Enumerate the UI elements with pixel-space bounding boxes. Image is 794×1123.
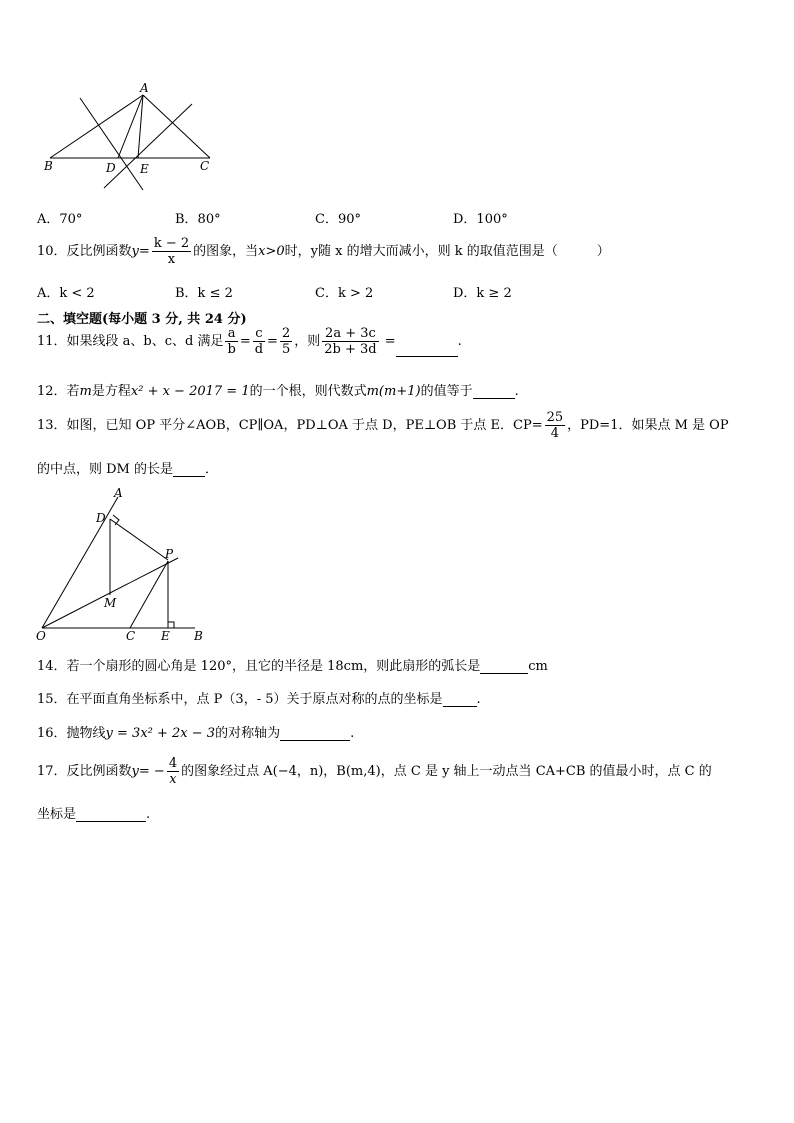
q17-text-2: 坐标是 [37,807,77,822]
q12-answer-blank[interactable] [473,398,515,399]
q9-option-d[interactable]: D．100° [453,212,508,227]
label-M: M [104,596,117,610]
q11-f2-num: c [253,326,265,342]
q12-end: . [514,384,519,399]
q13-answer-blank[interactable] [173,476,205,477]
q13-fraction [545,410,566,441]
line-AB [50,95,143,158]
q17-end: . [146,807,151,822]
segment-CP [130,561,168,628]
q10-numerator: k − 2 [153,236,190,251]
q11-fraction-4 [322,326,378,357]
q13-f-den: 4 [550,426,559,441]
label-E: E [161,629,170,643]
q11-prefix: 11．如果线段 a、b、c、d 满足 [37,334,224,349]
q16-equation: y = 3x² + 2x − 3 [105,726,216,741]
q10-eq: = [138,244,150,259]
q13-end: ． [205,462,219,477]
q11-mid: ，则 [294,334,321,349]
q12-expression: m(m+1) [366,384,421,399]
question-17-line-1 [37,756,712,787]
q11-fraction-2 [253,326,265,357]
triangle-figure-1 [40,80,220,195]
angle-bisector-figure [30,485,220,647]
q10-denominator: x [167,252,176,267]
segment-DP [110,519,168,560]
q12-prefix: 12．若 [37,384,80,399]
q10-option-d[interactable]: D．k ≥ 2 [453,286,512,301]
q11-fraction-1 [225,326,237,357]
q11-f3-num: 2 [281,326,291,341]
label-E: E [140,162,149,176]
label-P: P [165,547,174,561]
q14-text: 14．若一个扇形的圆心角是 120°，且它的半径是 18cm，则此扇形的弧长是 [37,659,481,674]
question-14 [37,655,548,674]
label-B: B [44,159,53,173]
question-13-line-2 [37,458,218,477]
q16-mid: 的对称轴为 [215,726,281,741]
question-11: 11．如果线段 a、b、c、d 满足 $\frac{a}{b}$ = $\frac{c}{d}$ = $\frac{2}{5}$ ，则 $\frac{2a + 3c}{2b + 3d}$ = . [37,326,462,357]
q13-f-num: 25 [546,410,564,425]
q15-text: 15．在平面直角坐标系中，点 P（3，- 5）关于原点对称的点的坐标是 [37,692,443,707]
q13-text-1b: ，PD=1．如果点 M 是 OP [567,418,729,433]
label-A: A [114,486,123,500]
right-angle-mark-D [113,515,119,525]
label-B: B [194,629,203,643]
q11-f1-den: b [227,342,236,357]
label-D: D [106,161,116,175]
q17-prefix: 17．反比例函数 [37,764,132,779]
question-13-line-1 [37,410,729,441]
question-16 [37,722,354,741]
question-12 [37,380,519,399]
q10-option-a[interactable]: A．k < 2 [37,286,95,301]
q12-equation: x² + x − 2017 = 1 [130,384,250,399]
q17-numerator: 4 [168,756,178,771]
label-C: C [200,159,210,173]
q10-fraction [152,236,191,267]
q9-option-a[interactable]: A．70° [37,212,83,227]
q17-text-1: 的图象经过点 A(−4，n)，B(m,4)，点 C 是 y 轴上一动点当 CA+CB 的值最小时，点 C 的 [181,764,712,779]
q11-answer-blank[interactable] [396,356,458,357]
label-D: D [96,511,106,525]
q10-mid: 的图象，当 [193,244,259,259]
line-AC [143,95,210,158]
q16-answer-blank[interactable] [280,740,350,741]
q9-option-b[interactable]: B．80° [175,212,221,227]
q11-end: . [457,334,462,349]
label-A: A [140,81,149,95]
q10-y: y [131,244,139,259]
q13-text-1: 13．如图，已知 OP 平分∠AOB，CP∥OA，PD⊥OA 于点 D，PE⊥OB 于点 E．CP= [37,418,543,433]
question-10 [37,236,610,267]
q15-answer-blank[interactable] [443,706,477,707]
q13-text-2: 的中点，则 DM 的长是 [37,462,173,477]
label-O: O [36,629,46,643]
q10-condition: x>0 [258,244,285,259]
q10-option-c[interactable]: C．k > 2 [315,286,374,301]
q16-end: . [350,726,355,741]
perpendicular-bisector-1 [80,98,143,190]
question-15 [37,688,481,707]
q11-f4-num: 2a + 3c [322,326,378,342]
q11-f3-den: 5 [281,342,291,357]
question-17-line-2 [37,803,150,822]
q11-suffix: = [384,334,396,349]
q10-prefix: 10．反比例函数 [37,244,132,259]
q14-unit: cm [528,659,548,674]
right-angle-mark-E [168,622,174,628]
section-2-heading: 二、填空题(每小题 3 分, 共 24 分) [37,312,247,327]
q16-prefix: 16．抛物线 [37,726,106,741]
label-C: C [126,629,136,643]
q15-end: . [476,692,481,707]
q11-f2-den: d [254,342,264,357]
q14-answer-blank[interactable] [480,673,528,674]
q17-eq: = − [138,764,165,779]
q17-fraction [167,756,179,787]
q11-fraction-3 [280,326,292,357]
q17-denominator: x [169,772,177,787]
q17-y: y [131,764,139,779]
q12-m: m [79,384,92,399]
q11-f1-num: a [225,326,237,342]
q12-mid2: 的一个根，则代数式 [249,384,367,399]
q10-suffix: 时，y随 x 的增大而减小，则 k 的取值范围是（ ） [284,244,610,259]
q17-answer-blank[interactable] [76,821,146,822]
q9-option-c[interactable]: C．90° [315,212,361,227]
q11-f4-den: 2b + 3d [324,342,377,357]
q10-option-b[interactable]: B．k ≤ 2 [175,286,233,301]
q12-mid: 是方程 [91,384,131,399]
q12-suffix: 的值等于 [420,384,473,399]
